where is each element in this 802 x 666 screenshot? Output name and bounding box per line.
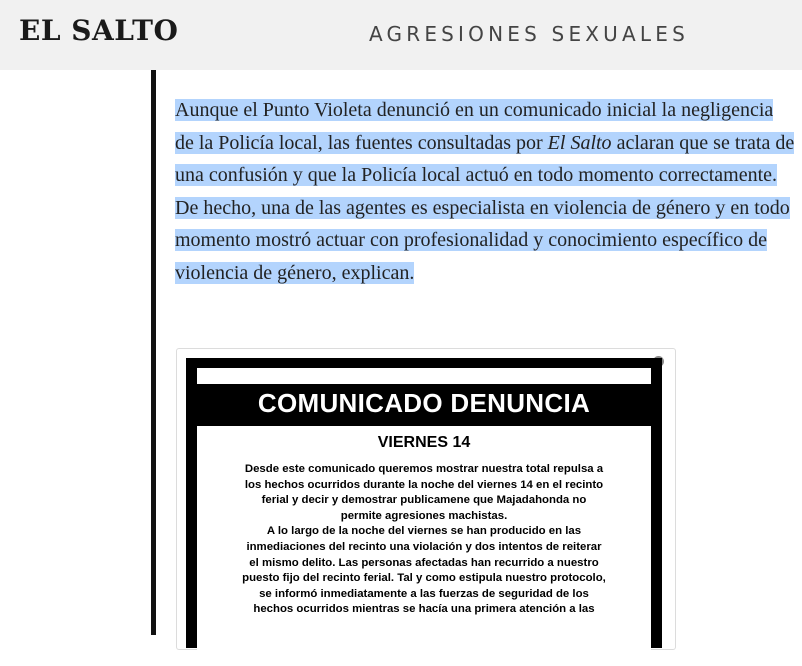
paragraph-emphasis: El Salto: [547, 131, 612, 154]
site-header: [0, 0, 802, 70]
communique-title: COMUNICADO DENUNCIA: [257, 388, 591, 418]
communique-line: hechos ocurridos mientras se hacía una primera atención a las: [253, 603, 595, 616]
article-paragraph: [175, 94, 795, 289]
communique-line: ferial y decir y demostrar publicamene que Majadahonda no: [261, 494, 587, 507]
communique-line: se informó inmediatamente a las fuerzas de seguridad de los: [259, 587, 589, 600]
paragraph-text-2: aclaran que se trata de una confusión y que la Policía local actuó en todo momento correctamente. De hecho, una de las agentes es especialista en violencia de género y en todo momento mostró actuar con profesionalidad y conocimiento específico de violencia de género, explican.: [175, 131, 795, 284]
communique-subtitle: VIERNES 14: [377, 434, 471, 451]
communique-line: inmediaciones del recinto una violación y dos intentos de reiterar: [246, 540, 602, 553]
communique-body: [219, 462, 629, 618]
site-logo[interactable]: EL SALTO: [19, 14, 179, 47]
communique-line: los hechos ocurridos durante la noche del viernes 14 en el recinto: [244, 478, 604, 491]
paragraph-text-1: Aunque el Punto Violeta denunció en un comunicado inicial la negligencia de la Policía local, las fuentes consultadas por: [175, 99, 774, 154]
section-title[interactable]: AGRESIONES SEXUALES: [369, 22, 689, 46]
communique-line: permite agresiones machistas.: [340, 509, 508, 522]
communique-line: el mismo delito. Las personas afectadas han recurrido a nuestro: [249, 556, 599, 569]
communique-line: Desde este comunicado queremos mostrar nuestra total repulsa a: [244, 463, 604, 475]
article-left-border: [151, 70, 156, 635]
communique-image: [186, 358, 662, 648]
communique-line: A lo largo de la noche del viernes se han producido en las: [266, 525, 582, 538]
communique-body-panel: [197, 426, 651, 666]
communique-top-bar: [197, 368, 651, 384]
communique-line: puesto fijo del recinto ferial. Tal y como estipula nuestro protocolo,: [242, 572, 606, 585]
selected-text: [175, 99, 794, 284]
